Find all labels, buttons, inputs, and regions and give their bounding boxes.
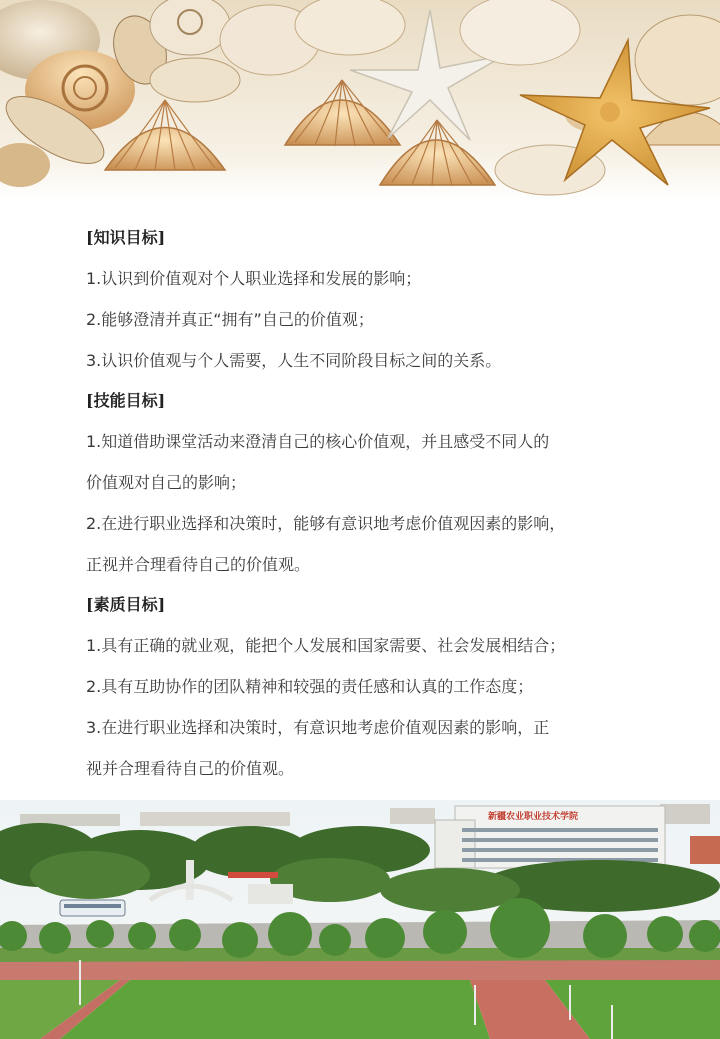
objective-line: 2.在进行职业选择和决策时，能够有意识地考虑价值观因素的影响，: [86, 514, 566, 533]
objective-line: 价值观对自己的影响；: [86, 473, 247, 492]
objective-line: 3.在进行职业选择和决策时，有意识地考虑价值观因素的影响，正: [86, 718, 550, 737]
objective-line: 视并合理看待自己的价值观。: [86, 759, 295, 778]
objective-line: 正视并合理看待自己的价值观。: [86, 555, 311, 574]
section-heading: [知识目标]: [86, 228, 166, 247]
objective-line: 3.认识价值观与个人需要，人生不同阶段目标之间的关系。: [86, 351, 502, 370]
objective-line: 2.能够澄清并真正“拥有”自己的价值观；: [86, 310, 374, 329]
knowledge-objectives-section: [86, 218, 646, 381]
campus-photo: [0, 800, 720, 1039]
section-heading: [技能目标]: [86, 391, 166, 410]
objective-line: 1.知道借助课堂活动来澄清自己的核心价值观，并且感受不同人的: [86, 432, 550, 451]
section-heading: [素质目标]: [86, 595, 166, 614]
skill-objectives-section: [86, 381, 646, 585]
objective-line: 1.具有正确的就业观，能把个人发展和国家需要、社会发展相结合；: [86, 636, 566, 655]
objectives-content: [86, 218, 646, 789]
objective-line: 1.认识到价值观对个人职业选择和发展的影响；: [86, 269, 422, 288]
seashell-banner-image: [0, 0, 720, 200]
objective-line: 2.具有互助协作的团队精神和较强的责任感和认真的工作态度；: [86, 677, 534, 696]
quality-objectives-section: [86, 585, 646, 789]
campus-sign-text: 新疆农业职业技术学院: [488, 812, 579, 822]
